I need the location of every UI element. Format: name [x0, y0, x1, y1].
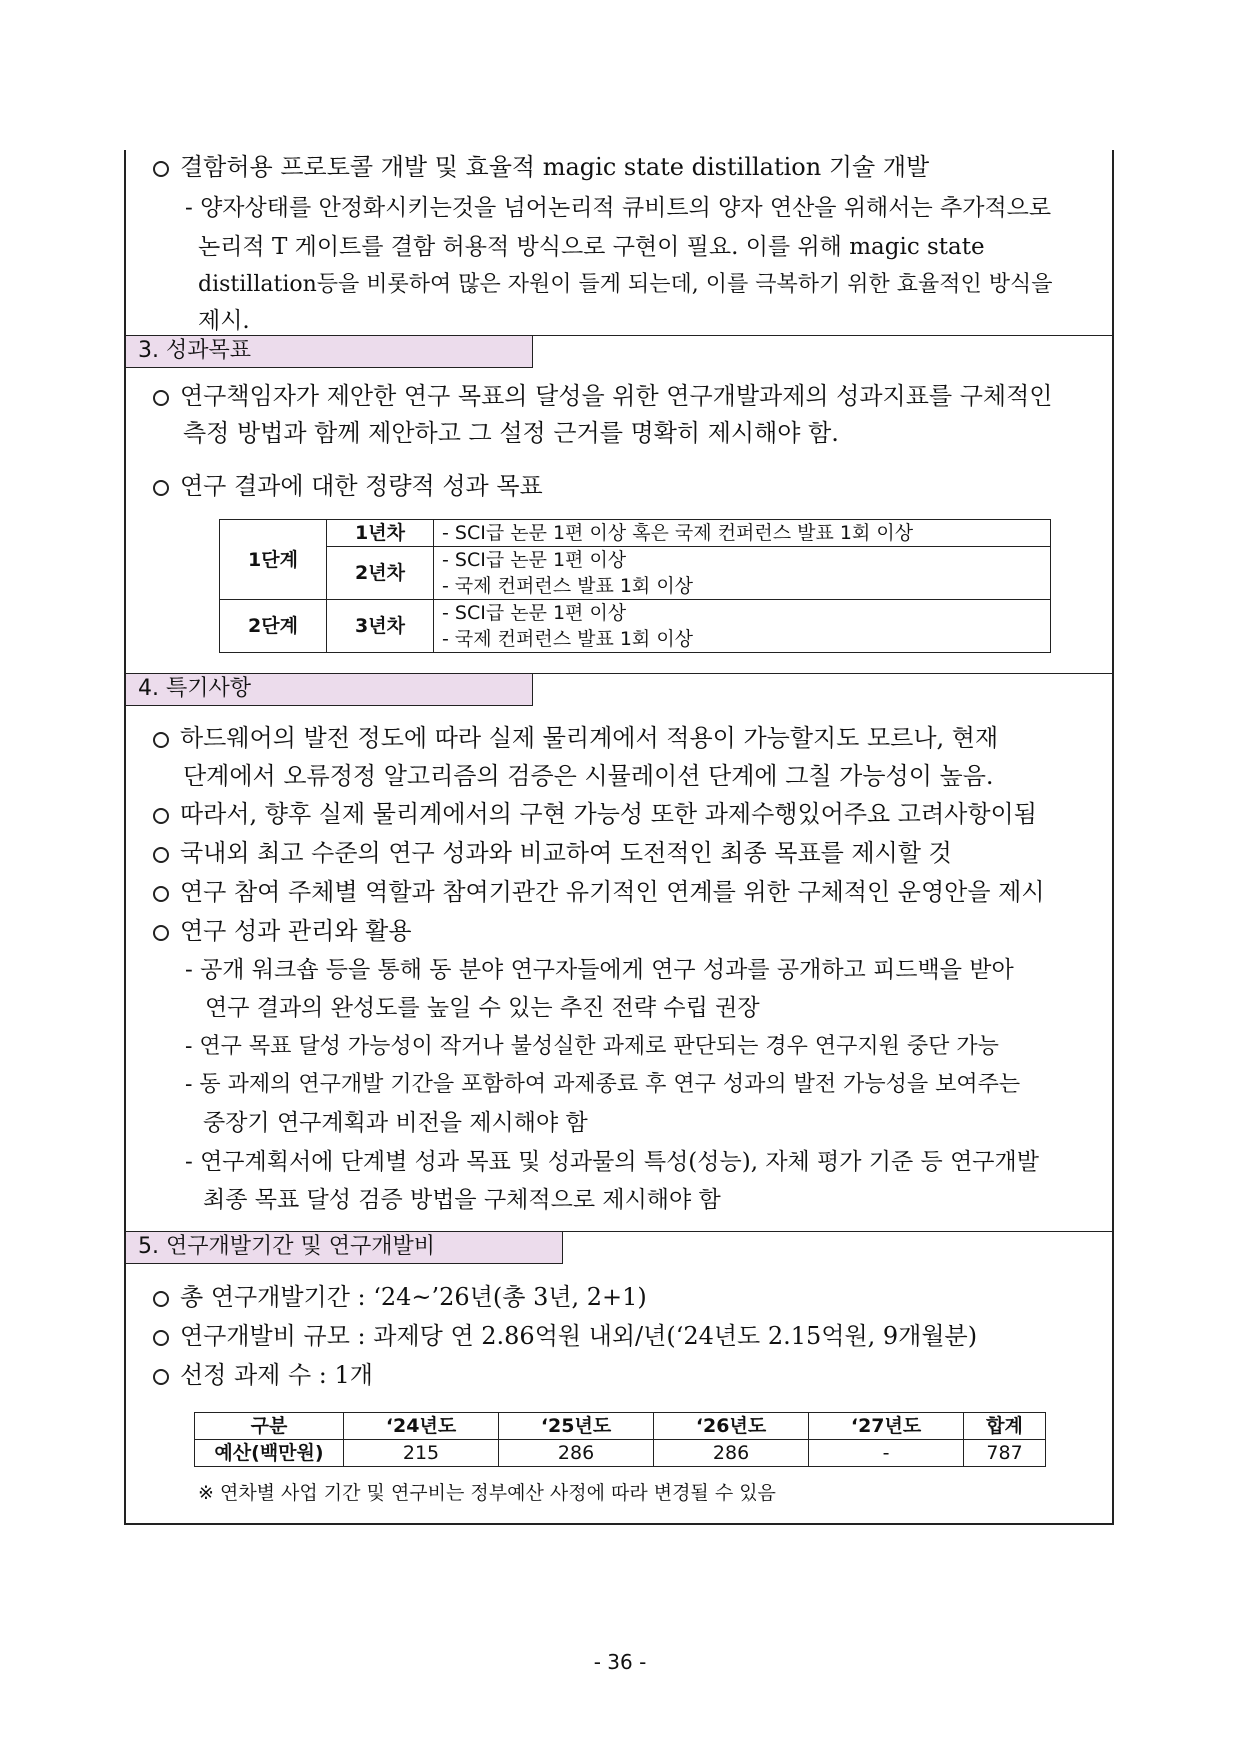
cell-line: - SCI급 논문 1편 이상 — [442, 602, 627, 624]
page-number: - 36 - — [593, 1650, 647, 1674]
detail-text: 중장기 연구계획과 비전을 제시해야 함 — [203, 1110, 588, 1136]
bullet-text: 연구개발비 규모 : 과제당 연 2.86억원 내외/년(‘24년도 2.15억원, 9개월분) — [180, 1322, 978, 1350]
bullet-text: 총 연구개발기간 : ‘24~’26년(총 3년, 2+1) — [180, 1283, 647, 1311]
bullet-circle — [153, 847, 169, 863]
table-header: ‘25년도 — [499, 1413, 654, 1440]
table-row — [220, 600, 1051, 653]
bullet-text: 국내외 최고 수준의 연구 성과와 비교하여 도전적인 최종 목표를 제시할 것 — [180, 839, 952, 867]
table-header-row — [195, 1413, 1046, 1440]
table-cell: 3년차 — [327, 600, 434, 653]
bullet-text: 따라서, 향후 실제 물리계에서의 구현 가능성 또한 과제수행있어주요 고려사항이됨 — [180, 800, 1037, 828]
table-row — [195, 1440, 1046, 1467]
budget-table — [194, 1412, 1046, 1467]
bullet-circle — [153, 161, 169, 177]
bullet-circle — [153, 732, 169, 748]
table-row — [220, 520, 1051, 547]
bullet-text: 하드웨어의 발전 정도에 따라 실제 물리계에서 적용이 가능할지도 모르나, 현재 — [180, 724, 999, 752]
bullet-circle — [153, 390, 169, 406]
table-cell: 286 — [499, 1440, 654, 1467]
table-header: 구분 — [195, 1413, 344, 1440]
table-cell: 2년차 — [327, 547, 434, 600]
table-cell: 215 — [344, 1440, 499, 1467]
bullet-circle — [153, 1330, 169, 1346]
bullet-circle — [153, 1369, 169, 1385]
table-cell: 286 — [654, 1440, 809, 1467]
outcome-table — [219, 519, 1051, 653]
table-header: ‘27년도 — [809, 1413, 964, 1440]
table-cell: 2단계 — [220, 600, 327, 653]
bullet-circle — [153, 808, 169, 824]
bullet-text: 연구 결과에 대한 정량적 성과 목표 — [180, 472, 543, 500]
bullet-text: 결함허용 프로토콜 개발 및 효율적 magic state distillation 기술 개발 — [180, 153, 930, 181]
bullet-circle — [153, 1291, 169, 1307]
bullet-circle — [153, 480, 169, 496]
detail-text: - 연구계획서에 단계별 성과 목표 및 성과물의 특성(성능), 자체 평가 기준 등 연구개발 — [185, 1149, 1039, 1175]
bullet-text: 연구 참여 주체별 역할과 참여기관간 유기적인 연계를 위한 구체적인 운영안을 제시 — [180, 878, 1045, 906]
table-cell: 1년차 — [327, 520, 434, 547]
table-cell — [434, 600, 1051, 653]
detail-text: distillation등을 비롯하여 많은 자원이 들게 되는데, 이를 극복하기 위한 효율적인 방식을 — [198, 272, 1053, 297]
bullet-text: 연구 성과 관리와 활용 — [180, 917, 412, 945]
detail-text: - 공개 워크숍 등을 통해 동 분야 연구자들에게 연구 성과를 공개하고 피드백을 받아 — [185, 957, 1014, 983]
table-cell: 787 — [964, 1440, 1046, 1467]
bullet-text: 단계에서 오류정정 알고리즘의 검증은 시뮬레이션 단계에 그칠 가능성이 높음. — [183, 762, 994, 790]
detail-text: 논리적 T 게이트를 결함 허용적 방식으로 구현이 필요. 이를 위해 magic state — [198, 234, 985, 260]
table-header: 합계 — [964, 1413, 1046, 1440]
table-cell: - — [809, 1440, 964, 1467]
cell-line: - 국제 컨퍼런스 발표 1회 이상 — [442, 628, 694, 650]
table-header: ‘26년도 — [654, 1413, 809, 1440]
section-heading-5: 5. 연구개발기간 및 연구개발비 — [126, 1232, 563, 1264]
cell-line: - SCI급 논문 1편 이상 — [442, 549, 627, 571]
bullet-text: 측정 방법과 함께 제안하고 그 설정 근거를 명확히 제시해야 함. — [183, 419, 839, 447]
table-cell: - SCI급 논문 1편 이상 혹은 국제 컨퍼런스 발표 1회 이상 — [434, 520, 1051, 547]
cell-line: - 국제 컨퍼런스 발표 1회 이상 — [442, 575, 694, 597]
bullet-text: 연구책임자가 제안한 연구 목표의 달성을 위한 연구개발과제의 성과지표를 구체적인 — [180, 382, 1053, 410]
detail-text: - 연구 목표 달성 가능성이 작거나 불성실한 과제로 판단되는 경우 연구지원 중단 가능 — [185, 1034, 999, 1059]
table-cell — [434, 547, 1051, 600]
footnote: ※ 연차별 사업 기간 및 연구비는 정부예산 사정에 따라 변경될 수 있음 — [198, 1482, 776, 1504]
table-cell: 예산(백만원) — [195, 1440, 344, 1467]
table-row — [220, 547, 1051, 600]
section-heading-3: 3. 성과목표 — [126, 336, 533, 368]
detail-text: 연구 결과의 완성도를 높일 수 있는 추진 전략 수립 권장 — [205, 995, 760, 1021]
detail-text: 제시. — [198, 308, 250, 334]
detail-text: - 양자상태를 안정화시키는것을 넘어논리적 큐비트의 양자 연산을 위해서는 추가적으로 — [185, 195, 1052, 221]
table-header: ‘24년도 — [344, 1413, 499, 1440]
detail-text: - 동 과제의 연구개발 기간을 포함하여 과제종료 후 연구 성과의 발전 가능성을 보여주는 — [185, 1072, 1021, 1097]
section-heading-4: 4. 특기사항 — [126, 674, 533, 706]
detail-text: 최종 목표 달성 검증 방법을 구체적으로 제시해야 함 — [203, 1187, 721, 1213]
bullet-circle — [153, 925, 169, 941]
bullet-text: 선정 과제 수 : 1개 — [180, 1361, 373, 1389]
table-cell: 1단계 — [220, 520, 327, 600]
bullet-circle — [153, 886, 169, 902]
